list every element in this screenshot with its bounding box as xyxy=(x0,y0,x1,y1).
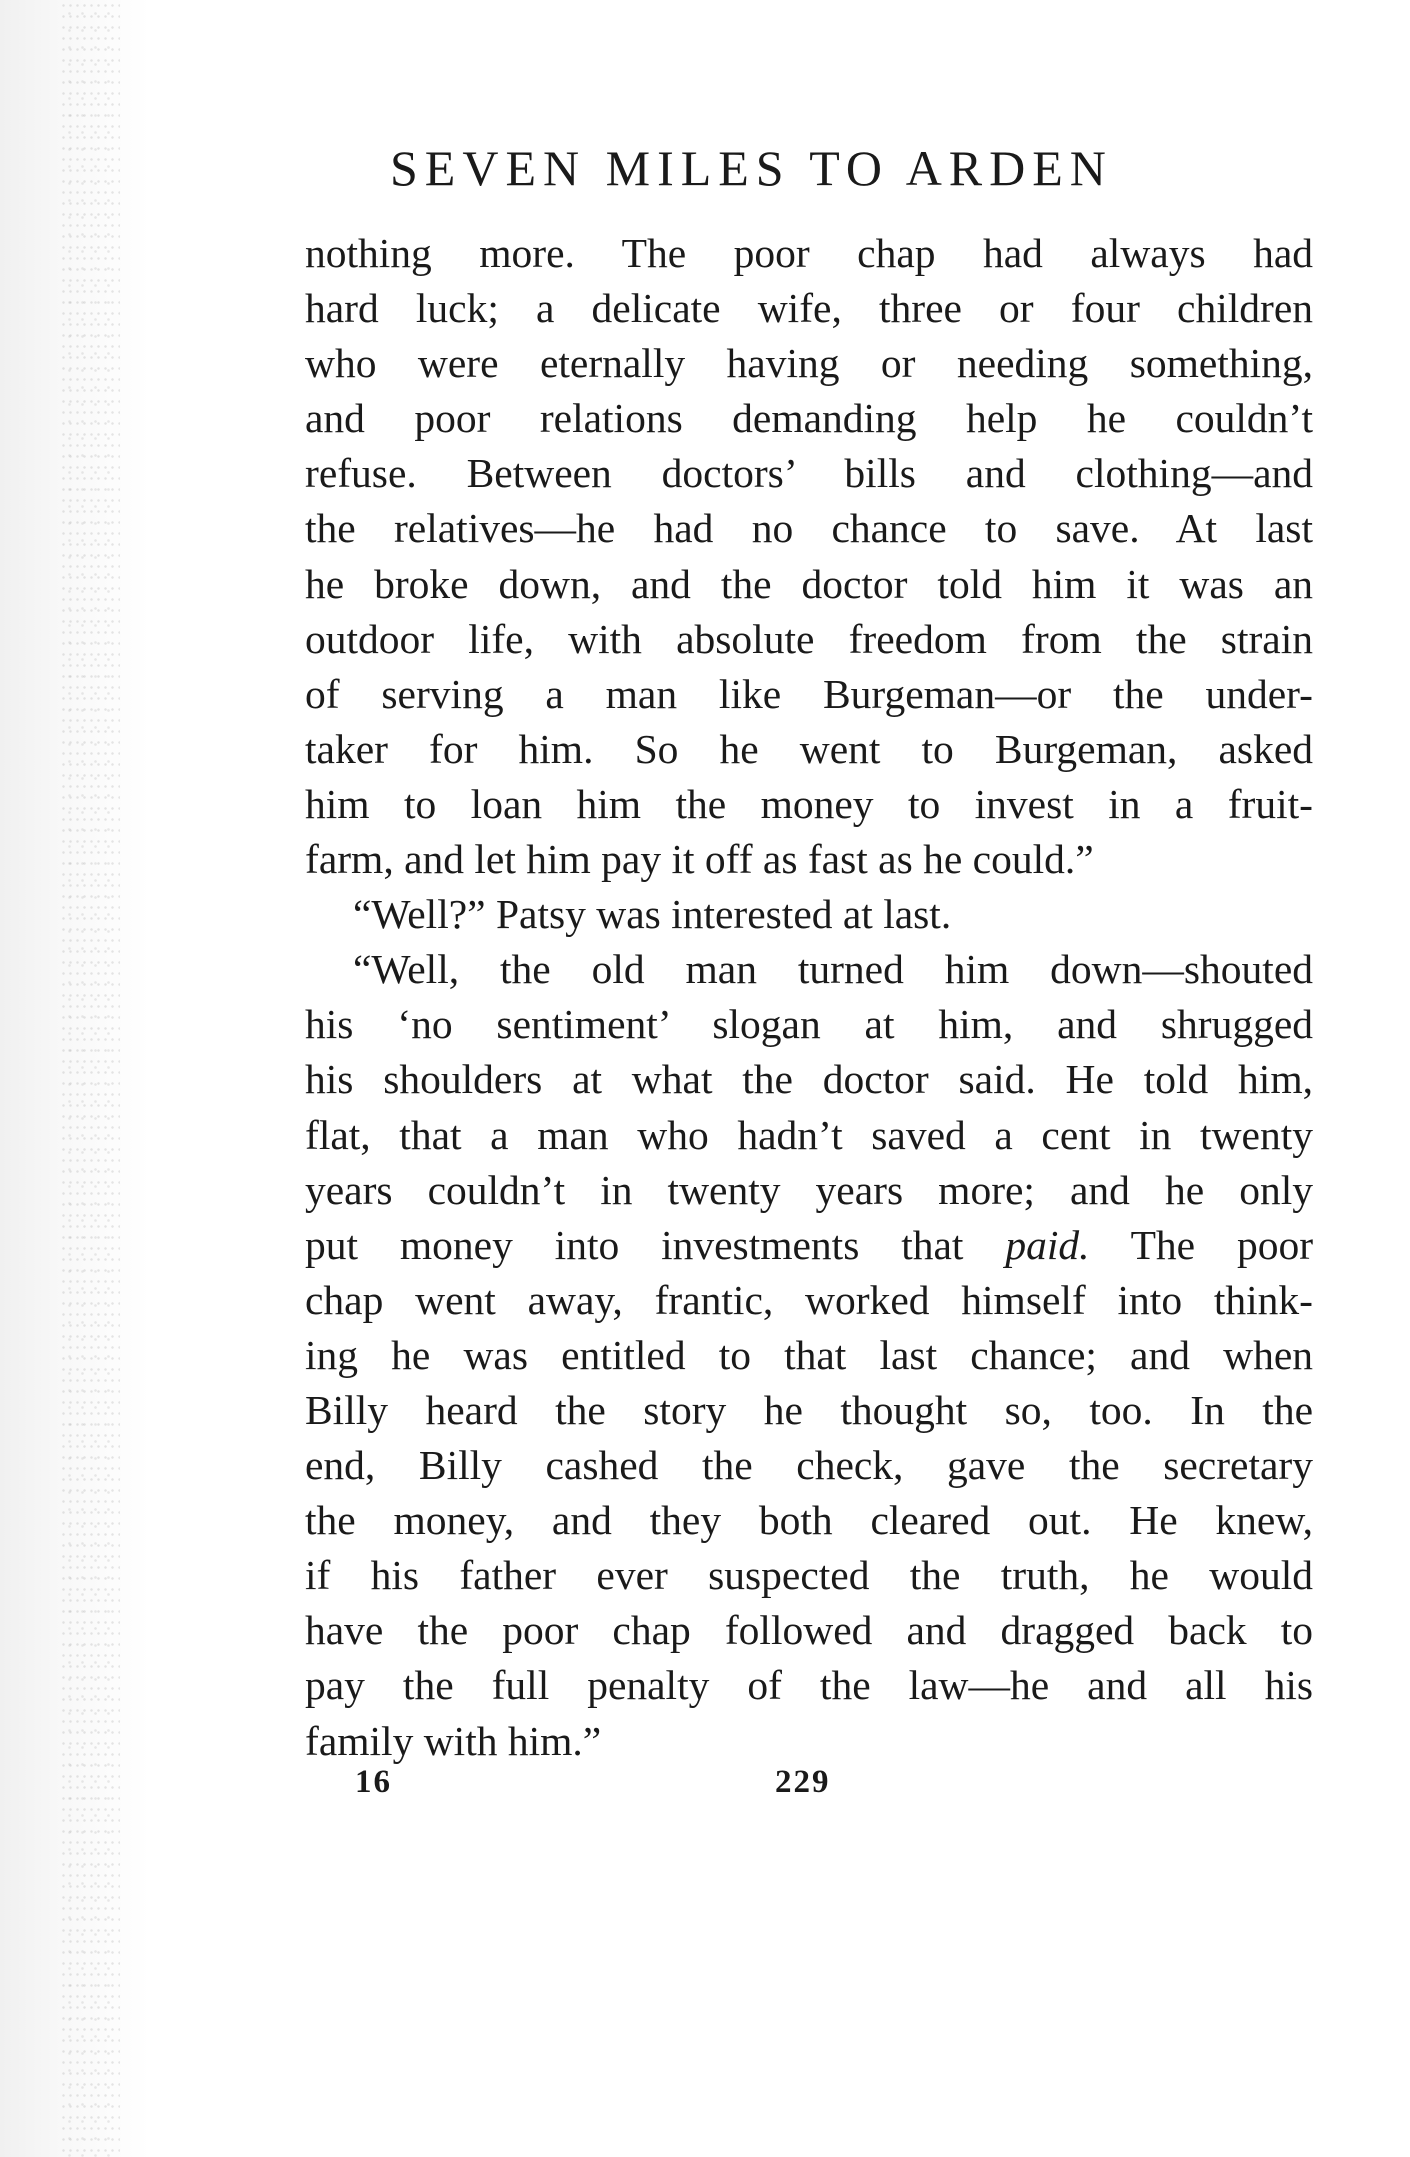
running-head: SEVEN MILES TO ARDEN xyxy=(390,140,1113,196)
text-line: who were eternally having or needing something, xyxy=(305,340,1313,387)
text-line xyxy=(305,1218,1313,1273)
body-text xyxy=(305,226,1313,1769)
text-line: nothing more. The poor chap had always had xyxy=(305,230,1313,276)
text-line: ing he was entitled to that last chance; and when xyxy=(305,1331,1313,1378)
text-line: farm, and let him pay it off as fast as he could.” xyxy=(305,836,1094,883)
binding-gutter-texture xyxy=(60,0,120,2157)
text-line: “Well, the old man turned him down—shouted xyxy=(353,946,1313,993)
text-line: hard luck; a delicate wife, three or four children xyxy=(305,285,1313,332)
text-line: family with him.” xyxy=(305,1717,602,1764)
text-segment: The poor xyxy=(1089,1221,1314,1268)
text-line: the relatives—he had no chance to save. At last xyxy=(305,505,1313,552)
text-line: and poor relations demanding help he couldn’t xyxy=(305,395,1313,442)
text-line: Billy heard the story he thought so, too. In the xyxy=(305,1386,1313,1433)
text-line: his ‘no sentiment’ slogan at him, and shrugged xyxy=(305,1001,1313,1048)
text-line: chap went away, frantic, worked himself into think- xyxy=(305,1276,1313,1323)
text-line: “Well?” Patsy was interested at last. xyxy=(353,891,952,938)
text-line: pay the full penalty of the law—he and all his xyxy=(305,1662,1313,1709)
signature-mark: 16 xyxy=(355,1764,392,1800)
text-line: years couldn’t in twenty years more; and he only xyxy=(305,1166,1313,1213)
text-line: refuse. Between doctors’ bills and clothing—and xyxy=(305,450,1313,497)
text-line: if his father ever suspected the truth, he would xyxy=(305,1552,1313,1599)
text-line: the money, and they both cleared out. He knew, xyxy=(305,1497,1313,1544)
text-line: him to loan him the money to invest in a fruit- xyxy=(305,780,1313,827)
text-line: flat, that a man who hadn’t saved a cent in twenty xyxy=(305,1111,1313,1158)
text-line: his shoulders at what the doctor said. He told him, xyxy=(305,1056,1313,1103)
text-line: he broke down, and the doctor told him it was an xyxy=(305,560,1313,607)
text-line: taker for him. So he went to Burgeman, asked xyxy=(305,725,1313,772)
text-line: have the poor chap followed and dragged back to xyxy=(305,1607,1313,1654)
text-line: outdoor life, with absolute freedom from the strain xyxy=(305,615,1313,662)
italic-word: paid. xyxy=(1005,1221,1090,1268)
text-line: end, Billy cashed the check, gave the secretary xyxy=(305,1442,1313,1489)
page-number: 229 xyxy=(775,1764,831,1800)
text-segment: put money into investments that xyxy=(305,1221,964,1268)
text-line: of serving a man like Burgeman—or the under- xyxy=(305,670,1313,717)
